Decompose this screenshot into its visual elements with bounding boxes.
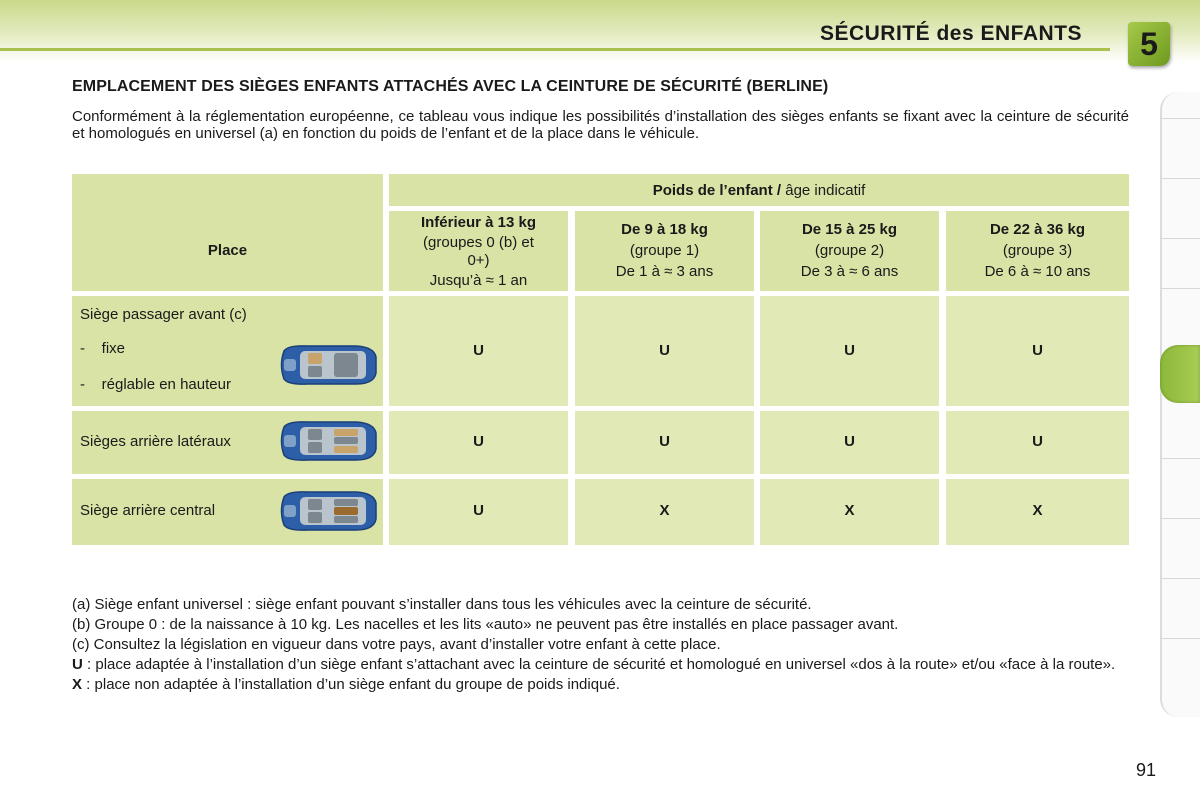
column-age: De 3 à ≈ 6 ans xyxy=(800,263,899,280)
column-weight: De 9 à 18 kg xyxy=(621,221,708,238)
side-tab-divider xyxy=(1162,578,1200,579)
column-group: (groupes 0 (b) et 0+) xyxy=(423,234,534,269)
chapter-title: SÉCURITÉ des ENFANTS xyxy=(819,22,1082,45)
cell-value: U xyxy=(844,433,855,450)
side-tab-divider xyxy=(1162,458,1200,459)
side-tab-divider xyxy=(1162,178,1200,179)
footnote-b: (b) Groupe 0 : de la naissance à 10 kg. Les nacelles et les lits «auto» ne peuvent pas être installés en place passager avant. xyxy=(72,616,899,633)
legend-x-text: : place non adaptée à l’installation d’un siège enfant du groupe de poids indiqué. xyxy=(82,676,620,693)
table-cell xyxy=(389,411,568,474)
column-header-cell xyxy=(946,211,1129,291)
column-age: Jusqu’à ≈ 1 an xyxy=(429,272,528,289)
car-rear-side-seats-icon xyxy=(278,419,378,463)
side-tab-divider xyxy=(1162,238,1200,239)
list-item: - réglable en hauteur xyxy=(80,376,231,393)
legend-x xyxy=(72,677,1129,693)
place-header-cell xyxy=(72,174,383,291)
column-header-cell xyxy=(389,211,568,291)
cell-value: X xyxy=(659,502,670,519)
side-tab-divider xyxy=(1162,518,1200,519)
footnote-c: (c) Consultez la législation en vigueur dans votre pays, avant d’installer votre enfant à cette place. xyxy=(72,636,721,653)
cell-value: X xyxy=(1032,502,1043,519)
table-row-place-cell xyxy=(72,296,383,406)
table-row-place-cell xyxy=(72,479,383,545)
cell-value: U xyxy=(1032,433,1043,450)
footnote-a: (a) Siège enfant universel : siège enfant pouvant s’installer dans tous les véhicules avec la ceinture de sécurité. xyxy=(72,596,812,613)
table-cell xyxy=(760,411,939,474)
cell-value: U xyxy=(659,433,670,450)
cell-value: U xyxy=(844,342,855,359)
intro-paragraph: Conformément à la réglementation européenne, ce tableau vous indique les possibilités d’installation des sièges enfants se fixant avec la ceinture de sécurité et homologués en universel (a) en fonction du poids de l’enfant et de la place dans le véhicule. xyxy=(72,108,1129,142)
side-tab-divider xyxy=(1162,288,1200,289)
legend-x-key: X xyxy=(72,676,83,693)
column-age: De 1 à ≈ 3 ans xyxy=(615,263,714,280)
cell-value: U xyxy=(1032,342,1043,359)
column-age: De 6 à ≈ 10 ans xyxy=(984,263,1091,280)
weight-header-bold: Poids de l’enfant / xyxy=(652,182,782,199)
table-cell xyxy=(389,479,568,545)
legend-u xyxy=(72,657,1129,673)
side-tab-divider xyxy=(1162,118,1200,119)
car-rear-center-seat-icon xyxy=(278,489,378,533)
row-sub-label: réglable en hauteur xyxy=(101,376,231,393)
side-tab-divider xyxy=(1162,638,1200,639)
legend-u-text: : place adaptée à l’installation d’un siège enfant s’attachant avec la ceinture de sécurité et homologué en universel «dos à la route» et/ou «face à la route». xyxy=(82,656,1116,673)
cell-value: U xyxy=(659,342,670,359)
table-cell xyxy=(575,296,754,406)
column-header-cell xyxy=(575,211,754,291)
place-header: Place xyxy=(207,242,248,259)
side-tab-strip xyxy=(1160,92,1200,717)
car-front-passenger-seat-icon xyxy=(278,343,378,387)
weight-header-normal: âge indicatif xyxy=(781,182,866,199)
table-row-place-cell xyxy=(72,411,383,474)
chapter-number: 5 xyxy=(1140,26,1158,62)
row-place-label: Sièges arrière latéraux xyxy=(80,433,231,450)
column-group: (groupe 1) xyxy=(629,242,700,259)
cell-value: X xyxy=(844,502,855,519)
table-cell xyxy=(760,296,939,406)
column-weight: De 22 à 36 kg xyxy=(989,221,1086,238)
side-tab-current-chapter[interactable] xyxy=(1160,345,1200,403)
page-number: 91 xyxy=(1136,760,1157,780)
cell-value: U xyxy=(473,433,484,450)
row-place-label: Siège arrière central xyxy=(80,502,216,519)
table-cell xyxy=(575,411,754,474)
header-rule xyxy=(0,48,1110,51)
table-cell xyxy=(946,296,1129,406)
column-group: (groupe 3) xyxy=(1002,242,1073,259)
row-place-label: Siège passager avant (c) xyxy=(80,306,247,323)
footnotes xyxy=(72,597,1129,697)
table-cell xyxy=(575,479,754,545)
column-header-cell xyxy=(760,211,939,291)
table-cell xyxy=(389,296,568,406)
cell-value: U xyxy=(473,502,484,519)
column-group: (groupe 2) xyxy=(814,242,885,259)
table-cell xyxy=(946,411,1129,474)
row-sub-label: fixe xyxy=(101,340,126,357)
section-title: EMPLACEMENT DES SIÈGES ENFANTS ATTACHÉS AVEC LA CEINTURE DE SÉCURITÉ (BERLINE) xyxy=(72,78,829,95)
cell-value: U xyxy=(473,342,484,359)
list-item: - fixe xyxy=(80,340,126,357)
chapter-number-badge xyxy=(1128,22,1170,66)
column-weight: Inférieur à 13 kg xyxy=(420,214,537,231)
weight-header-cell xyxy=(389,174,1129,206)
column-weight: De 15 à 25 kg xyxy=(801,221,898,238)
table-cell xyxy=(946,479,1129,545)
legend-u-key: U xyxy=(72,656,83,673)
table-cell xyxy=(760,479,939,545)
